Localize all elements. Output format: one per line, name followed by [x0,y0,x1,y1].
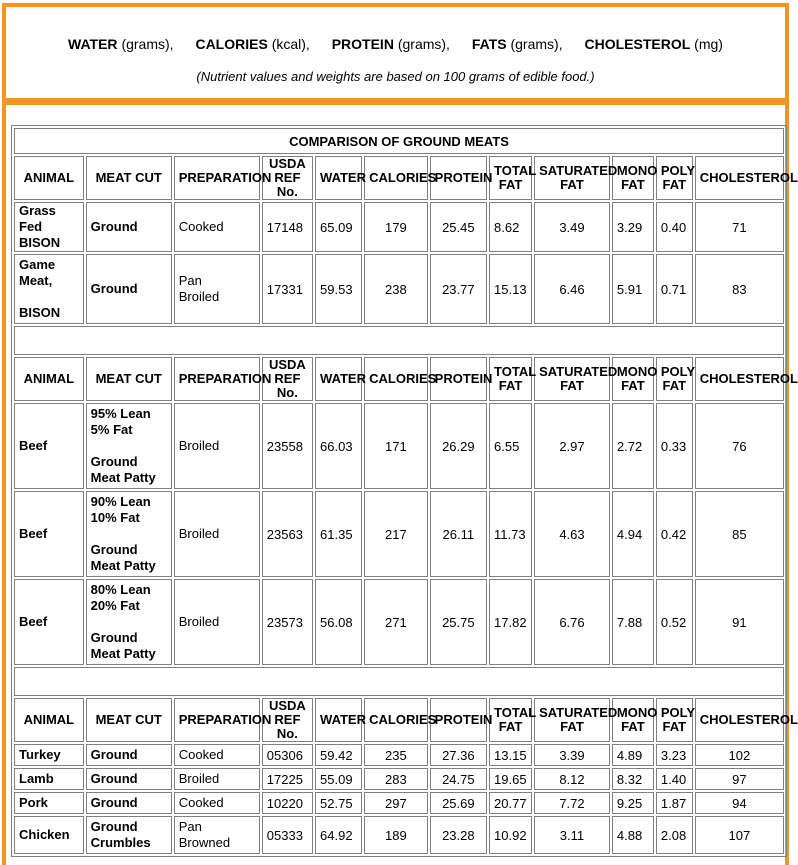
header-usda: USDA REF No. [262,698,313,742]
header-poly-fat: POLY FAT [656,698,693,742]
header-preparation: PREPARATION [174,698,260,742]
cell-total-fat: 20.77 [489,792,532,814]
cell-meat-cut: 95% Lean 5% Fat Ground Meat Patty [86,403,172,489]
cell-preparation: Cooked [174,202,260,252]
header-poly-fat: POLY FAT [656,156,693,200]
cell-cholesterol: 97 [695,768,784,790]
unit-water: WATER (grams), [68,36,174,52]
cell-calories: 271 [364,579,428,665]
cell-mono-fat: 5.91 [612,254,654,324]
cell-animal: Beef [14,491,84,577]
cell-protein: 23.77 [430,254,487,324]
header-animal: ANIMAL [14,156,84,200]
cell-usda-ref: 05333 [262,816,313,854]
cell-mono-fat: 9.25 [612,792,654,814]
header-water: WATER [315,156,362,200]
header-saturated-fat: SATURATED FAT [534,357,610,401]
table-row [14,403,784,489]
cell-animal: Pork [14,792,84,814]
header-total-fat: TOTAL FAT [489,357,532,401]
cell-animal: Grass Fed BISON [14,202,84,252]
cell-total-fat: 15.13 [489,254,532,324]
basis-note: (Nutrient values and weights are based on 100 grams of edible food.) [196,69,595,84]
cell-water: 59.53 [315,254,362,324]
cell-poly-fat: 0.52 [656,579,693,665]
cell-calories: 238 [364,254,428,324]
header-animal: ANIMAL [14,698,84,742]
cell-usda-ref: 05306 [262,744,313,766]
cell-saturated-fat: 8.12 [534,768,610,790]
cell-animal: Beef [14,579,84,665]
cell-preparation: Pan Broiled [174,254,260,324]
cell-water: 65.09 [315,202,362,252]
cell-usda-ref: 17331 [262,254,313,324]
cell-calories: 235 [364,744,428,766]
cell-meat-cut: Ground [86,202,172,252]
cell-total-fat: 17.82 [489,579,532,665]
header-protein: PROTEIN [430,156,487,200]
header-cholesterol: CHOLESTEROL [695,698,784,742]
cell-calories: 179 [364,202,428,252]
nutrient-units-panel [2,3,789,102]
header-saturated-fat: SATURATED FAT [534,698,610,742]
cell-meat-cut: Ground [86,792,172,814]
cell-mono-fat: 8.32 [612,768,654,790]
column-header-row [14,156,784,200]
cell-preparation: Broiled [174,579,260,665]
cell-usda-ref: 17225 [262,768,313,790]
cell-protein: 26.29 [430,403,487,489]
cell-cholesterol: 107 [695,816,784,854]
cell-preparation: Pan Browned [174,816,260,854]
table-title: COMPARISON OF GROUND MEATS [14,128,784,154]
column-header-row [14,698,784,742]
cell-saturated-fat: 7.72 [534,792,610,814]
unit-cholesterol: CHOLESTEROL (mg) [584,36,723,52]
cell-animal: Turkey [14,744,84,766]
section-spacer [14,667,784,696]
cell-water: 61.35 [315,491,362,577]
cell-poly-fat: 1.40 [656,768,693,790]
cell-mono-fat: 3.29 [612,202,654,252]
header-preparation: PREPARATION [174,357,260,401]
cell-saturated-fat: 3.39 [534,744,610,766]
cell-protein: 24.75 [430,768,487,790]
unit-calories: CALORIES (kcal), [195,36,310,52]
cell-cholesterol: 85 [695,491,784,577]
comparison-panel [2,101,798,865]
cell-poly-fat: 0.71 [656,254,693,324]
header-total-fat: TOTAL FAT [489,156,532,200]
cell-preparation: Broiled [174,491,260,577]
cell-total-fat: 10.92 [489,816,532,854]
cell-poly-fat: 3.23 [656,744,693,766]
table-row [14,579,784,665]
cell-animal: Lamb [14,768,84,790]
cell-protein: 27.36 [430,744,487,766]
cell-mono-fat: 7.88 [612,579,654,665]
header-calories: CALORIES [364,357,428,401]
header-mono-fat: MONO FAT [612,357,654,401]
header-total-fat: TOTAL FAT [489,698,532,742]
cell-mono-fat: 4.94 [612,491,654,577]
unit-protein: PROTEIN (grams), [331,36,450,52]
cell-saturated-fat: 3.11 [534,816,610,854]
cell-cholesterol: 83 [695,254,784,324]
cell-cholesterol: 91 [695,579,784,665]
cell-calories: 283 [364,768,428,790]
cell-calories: 189 [364,816,428,854]
unit-fats: FATS (grams), [471,36,563,52]
cell-cholesterol: 76 [695,403,784,489]
cell-water: 66.03 [315,403,362,489]
header-preparation: PREPARATION [174,156,260,200]
column-header-row [14,357,784,401]
cell-water: 55.09 [315,768,362,790]
cell-usda-ref: 23573 [262,579,313,665]
cell-usda-ref: 23563 [262,491,313,577]
cell-poly-fat: 0.33 [656,403,693,489]
table-row [14,254,784,324]
cell-total-fat: 8.62 [489,202,532,252]
cell-animal: Beef [14,403,84,489]
header-meat-cut: MEAT CUT [86,156,172,200]
cell-meat-cut: Ground [86,768,172,790]
cell-calories: 217 [364,491,428,577]
cell-meat-cut: Ground [86,744,172,766]
cell-preparation: Broiled [174,768,260,790]
cell-water: 52.75 [315,792,362,814]
cell-protein: 25.75 [430,579,487,665]
cell-meat-cut: 90% Lean 10% Fat Ground Meat Patty [86,491,172,577]
cell-calories: 171 [364,403,428,489]
header-usda: USDA REF No. [262,357,313,401]
cell-saturated-fat: 6.46 [534,254,610,324]
cell-usda-ref: 10220 [262,792,313,814]
table-row [14,744,784,766]
cell-total-fat: 11.73 [489,491,532,577]
ground-meats-table [11,125,798,857]
header-meat-cut: MEAT CUT [86,357,172,401]
cell-meat-cut: Ground Crumbles [86,816,172,854]
header-cholesterol: CHOLESTEROL [695,156,784,200]
cell-saturated-fat: 4.63 [534,491,610,577]
cell-saturated-fat: 2.97 [534,403,610,489]
cell-poly-fat: 1.87 [656,792,693,814]
header-water: WATER [315,357,362,401]
table-row [14,491,784,577]
cell-total-fat: 6.55 [489,403,532,489]
cell-usda-ref: 23558 [262,403,313,489]
cell-protein: 25.69 [430,792,487,814]
header-cholesterol: CHOLESTEROL [695,357,784,401]
header-calories: CALORIES [364,698,428,742]
header-mono-fat: MONO FAT [612,698,654,742]
cell-mono-fat: 4.89 [612,744,654,766]
cell-water: 56.08 [315,579,362,665]
cell-total-fat: 19.65 [489,768,532,790]
cell-cholesterol: 71 [695,202,784,252]
cell-total-fat: 13.15 [489,744,532,766]
header-water: WATER [315,698,362,742]
cell-calories: 297 [364,792,428,814]
cell-poly-fat: 2.08 [656,816,693,854]
cell-poly-fat: 0.42 [656,491,693,577]
cell-usda-ref: 17148 [262,202,313,252]
section-spacer [14,326,784,355]
cell-preparation: Cooked [174,744,260,766]
header-protein: PROTEIN [430,357,487,401]
cell-preparation: Cooked [174,792,260,814]
cell-meat-cut: 80% Lean 20% Fat Ground Meat Patty [86,579,172,665]
table-row [14,792,784,814]
cell-poly-fat: 0.40 [656,202,693,252]
header-poly-fat: POLY FAT [656,357,693,401]
cell-animal: Chicken [14,816,84,854]
table-row [14,768,784,790]
cell-protein: 26.11 [430,491,487,577]
cell-cholesterol: 102 [695,744,784,766]
header-usda: USDA REF No. [262,156,313,200]
units-legend [6,36,785,52]
cell-saturated-fat: 6.76 [534,579,610,665]
cell-mono-fat: 4.88 [612,816,654,854]
table-row [14,202,784,252]
cell-saturated-fat: 3.49 [534,202,610,252]
cell-animal: Game Meat, BISON [14,254,84,324]
cell-meat-cut: Ground [86,254,172,324]
header-calories: CALORIES [364,156,428,200]
cell-mono-fat: 2.72 [612,403,654,489]
cell-protein: 23.28 [430,816,487,854]
cell-cholesterol: 94 [695,792,784,814]
header-meat-cut: MEAT CUT [86,698,172,742]
cell-protein: 25.45 [430,202,487,252]
cell-preparation: Broiled [174,403,260,489]
cell-water: 59.42 [315,744,362,766]
table-row [14,816,784,854]
cell-water: 64.92 [315,816,362,854]
header-mono-fat: MONO FAT [612,156,654,200]
header-animal: ANIMAL [14,357,84,401]
header-protein: PROTEIN [430,698,487,742]
header-saturated-fat: SATURATED FAT [534,156,610,200]
